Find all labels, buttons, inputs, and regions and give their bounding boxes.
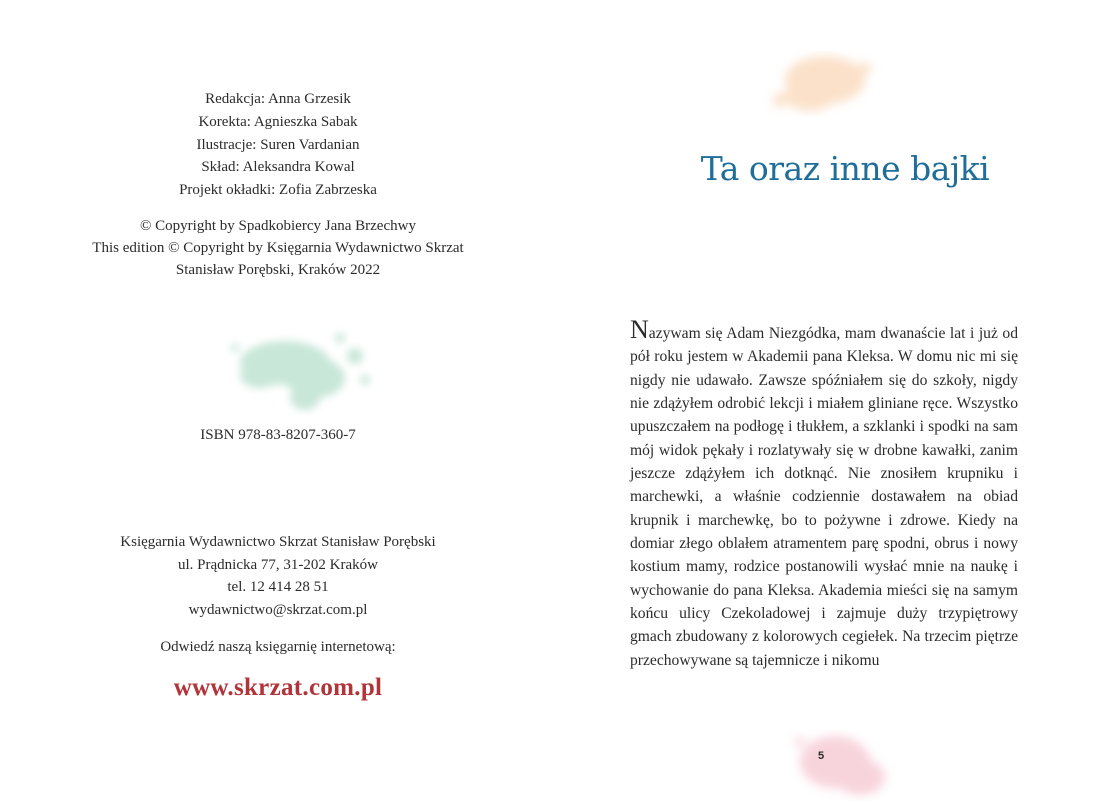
watercolor-splash-peach xyxy=(755,40,885,120)
copyright-line-1: © Copyright by Spadkobiercy Jana Brzechwy xyxy=(140,218,416,234)
publisher-block xyxy=(0,531,556,621)
credit-proofreading: Korekta: Agnieszka Sabak xyxy=(198,113,358,130)
copyright-block xyxy=(0,215,556,281)
copyright-line-2: This edition © Copyright by Księgarnia Wydawnictwo Skrzat xyxy=(92,240,464,256)
body-text xyxy=(630,315,1018,672)
page-number: 5 xyxy=(818,750,825,762)
watercolor-splash-green xyxy=(215,318,385,428)
credit-typesetting: Skład: Aleksandra Kowal xyxy=(201,159,355,176)
watercolor-splash-pink xyxy=(780,722,910,802)
visit-text: Odwiedź naszą księgarnię internetową: xyxy=(160,639,396,655)
credits-block xyxy=(0,88,556,202)
right-page xyxy=(550,0,1100,800)
left-page xyxy=(0,0,550,800)
publisher-address: ul. Prądnicka 77, 31-202 Kraków xyxy=(178,556,378,573)
publisher-email[interactable]: wydawnictwo@skrzat.com.pl xyxy=(188,601,368,618)
website-link[interactable]: www.skrzat.com.pl xyxy=(173,674,383,701)
credit-editor: Redakcja: Anna Grzesik xyxy=(205,91,351,107)
credit-illustrations: Ilustracje: Suren Vardanian xyxy=(196,136,360,153)
publisher-phone: tel. 12 414 28 51 xyxy=(227,579,329,595)
drop-cap: N xyxy=(630,315,649,344)
chapter-title: Ta oraz inne bajki xyxy=(700,149,990,188)
copyright-line-3: Stanisław Porębski, Kraków 2022 xyxy=(175,262,381,278)
publisher-name: Księgarnia Wydawnictwo Skrzat Stanisław Porębski xyxy=(120,534,436,550)
isbn: ISBN 978-83-8207-360-7 xyxy=(200,427,356,443)
body-text-content: azywam się Adam Niezgódka, mam dwanaście lat i już od pół roku jestem w Akademii pana Kleksa. W domu nic mi się nigdy nie udawało. Zawsze spóźniałem się do szkoły, nigdy nie zdążyłem odrobić lekcji i miałem gliniane ręce. Wszystko upuszczałem na podłogę i tłukłem, a szklanki i spodki na sam mój widok pękały i rozlatywały się w drobne kawałki, zanim jeszcze zdążyłem ich dotknąć. Nie znosiłem krupniku i marchewki, a właśnie codziennie dostawałem na obiad krupnik i marchewkę, bo to pożywne i zdrowe. Kiedy na domiar złego oblałem atramentem parę spodni, obrus i nowy kostium mamy, rodzice postanowili wysłać mnie na naukę i wychowanie do pana Kleksa. Akademia mieści się na samym końcu ulicy Czekoladowej i zajmuje duży trzypiętrowy gmach zbudowany z kolorowych cegiełek. Na trzecim piętrze przechowywane są tajemnicze i nikomu xyxy=(630,325,1018,669)
credit-cover-design: Projekt okładki: Zofia Zabrzeska xyxy=(179,182,377,199)
